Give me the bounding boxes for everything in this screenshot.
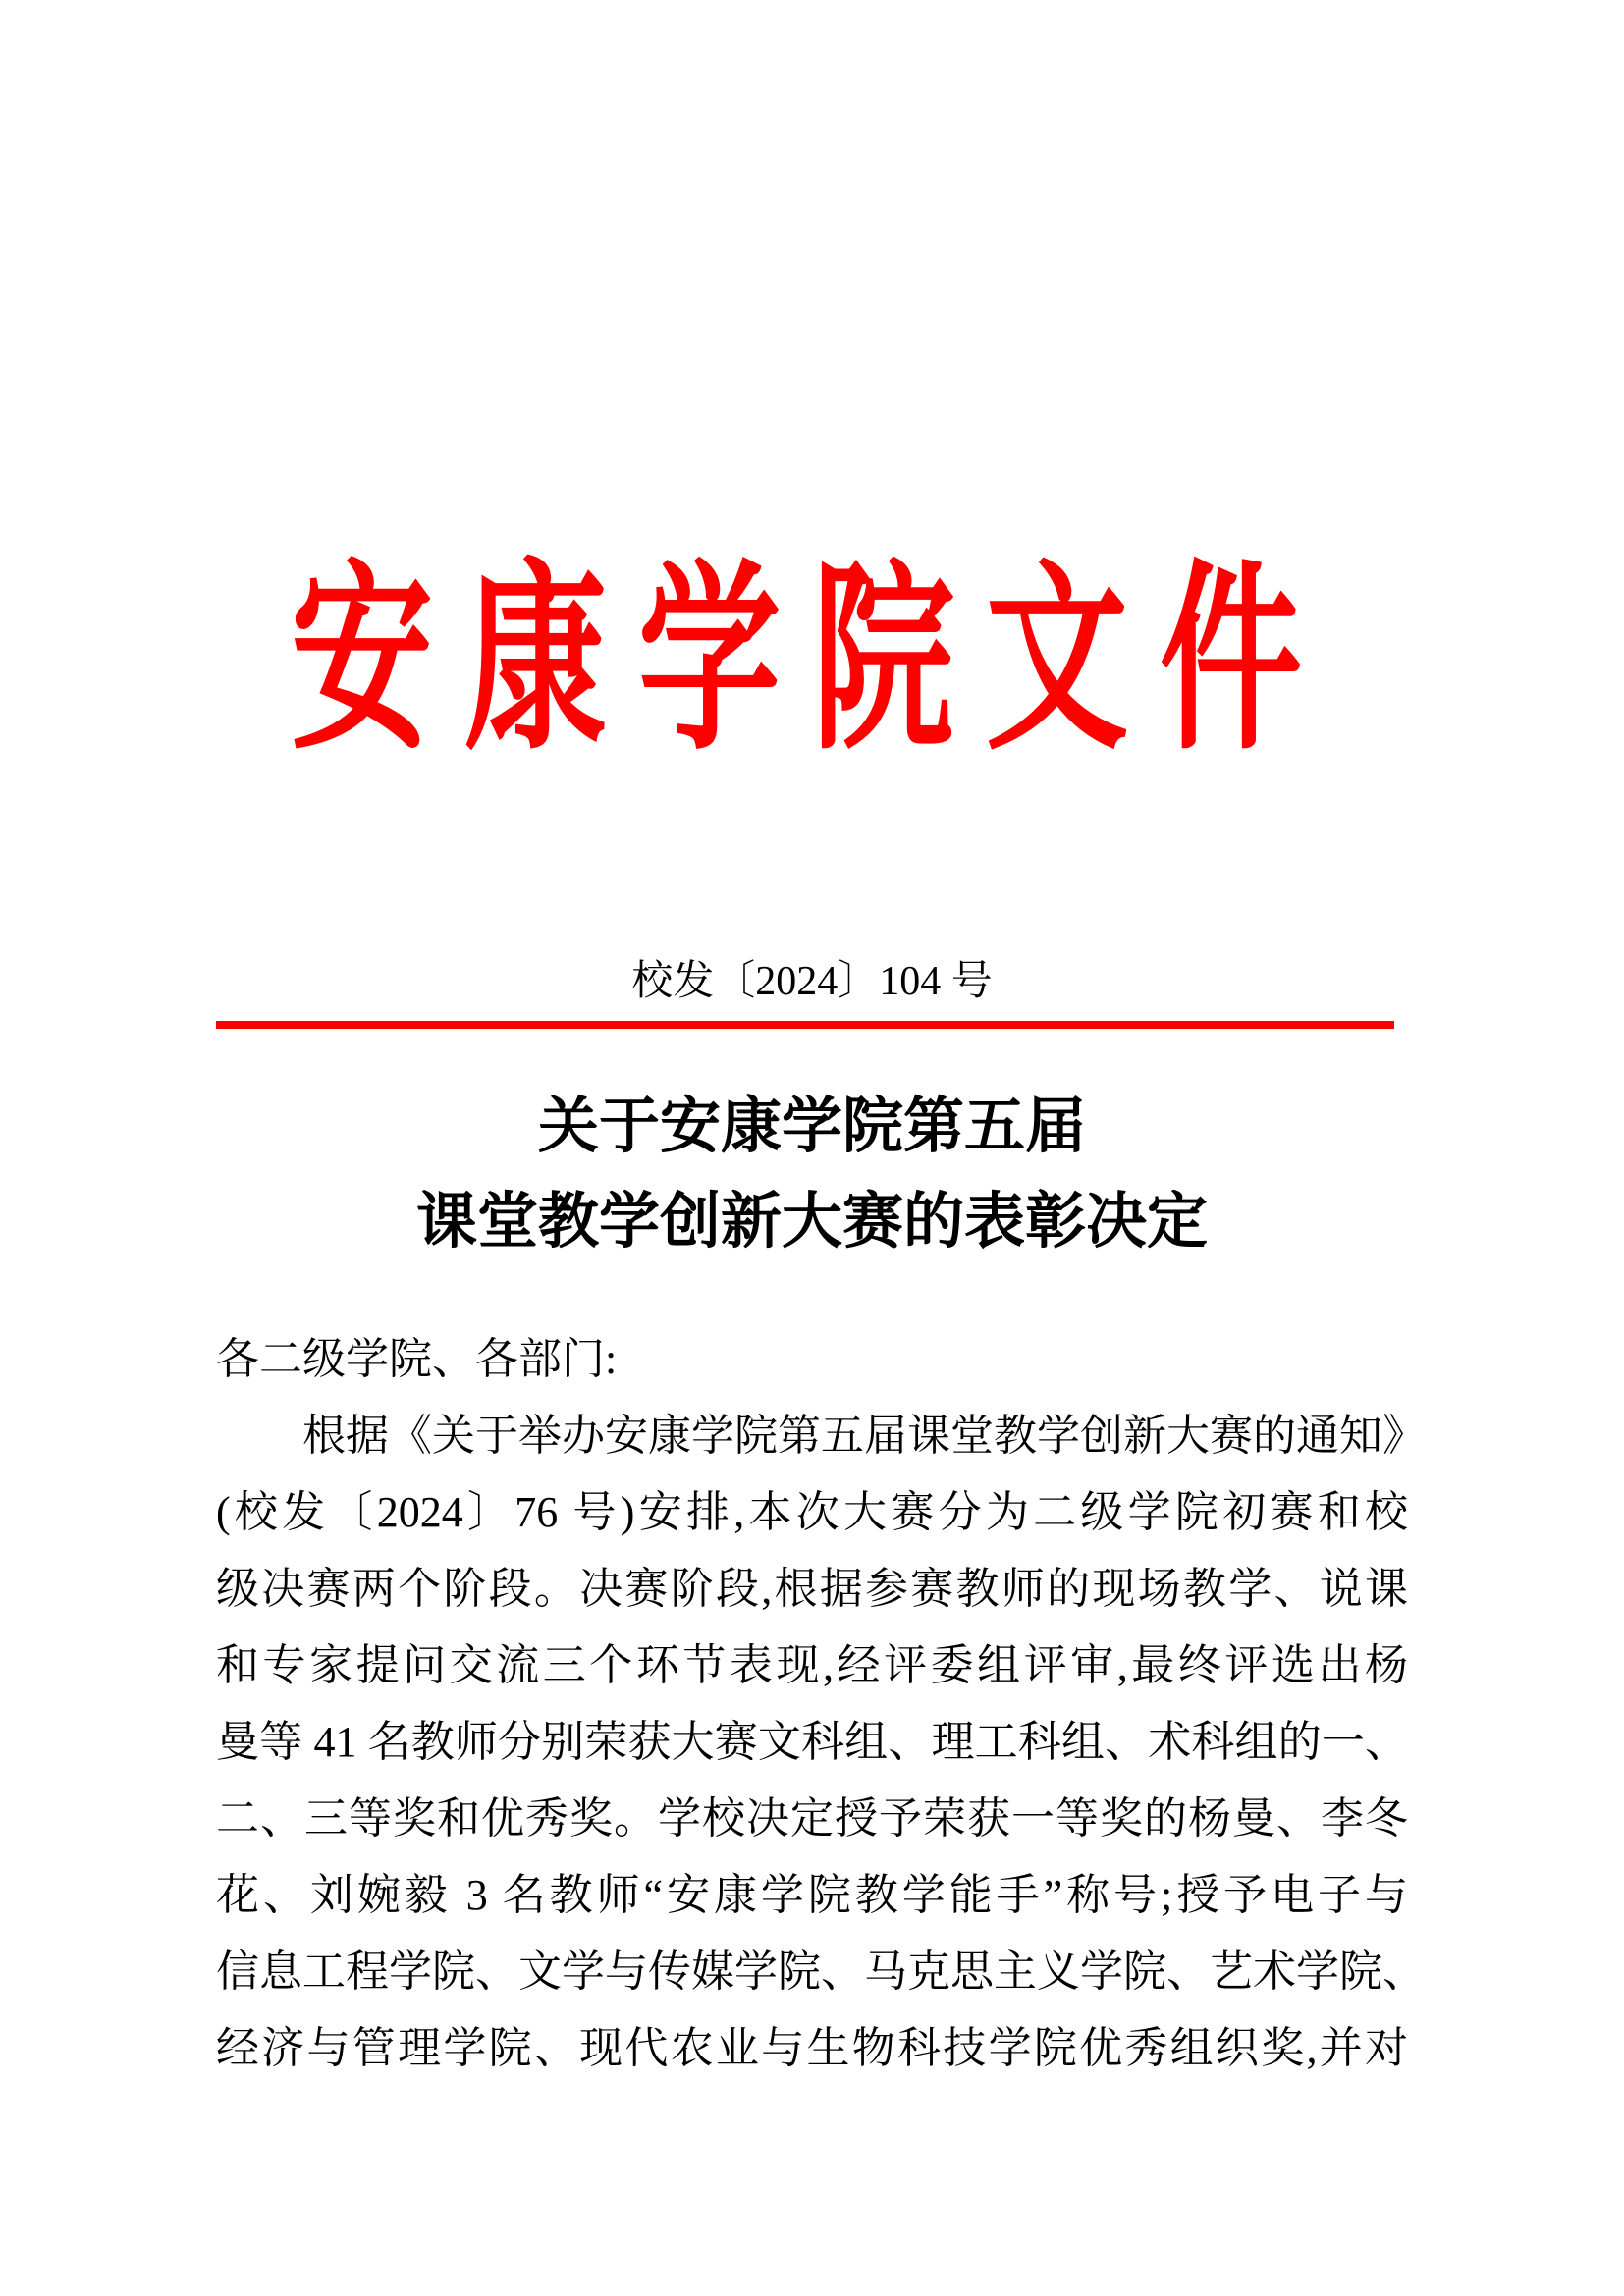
document-number: 校发〔2024〕104 号 bbox=[631, 959, 993, 1004]
body-line: 信息工程学院、文学与传媒学院、马克思主义学院、艺术学院、 bbox=[216, 1948, 1426, 1996]
body-line: 曼等 41 名教师分别荣获大赛文科组、理工科组、术科组的一、 bbox=[216, 1718, 1408, 1766]
letterhead-title: 安康学院文件 bbox=[291, 551, 1333, 774]
body-paragraph bbox=[216, 1321, 1426, 2087]
body-line-salutation: 各二级学院、各部门: bbox=[216, 1335, 618, 1383]
document-title bbox=[0, 1080, 1624, 1270]
document-title-line-1: 关于安康学院第五届 bbox=[537, 1094, 1086, 1160]
body-line: 和专家提问交流三个环节表现,经评委组评审,最终评选出杨 bbox=[216, 1641, 1408, 1689]
body-line: (校发〔2024〕76 号)安排,本次大赛分为二级学院初赛和校 bbox=[216, 1488, 1408, 1536]
body-line: 二、三等奖和优秀奖。学校决定授予荣获一等奖的杨曼、李冬 bbox=[216, 1794, 1408, 1842]
body-line: 级决赛两个阶段。决赛阶段,根据参赛教师的现场教学、说课 bbox=[216, 1565, 1408, 1613]
body-line: 经济与管理学院、现代农业与生物科技学院优秀组织奖,并对 bbox=[216, 2024, 1408, 2072]
body-line: 花、刘婉毅 3 名教师“安康学院教学能手”称号;授予电子与 bbox=[216, 1871, 1408, 1919]
body-line: 根据《关于举办安康学院第五届课堂教学创新大赛的通知》 bbox=[302, 1412, 1426, 1460]
red-divider-line bbox=[216, 1021, 1394, 1029]
document-title-line-2: 课堂教学创新大赛的表彰决定 bbox=[415, 1189, 1208, 1255]
